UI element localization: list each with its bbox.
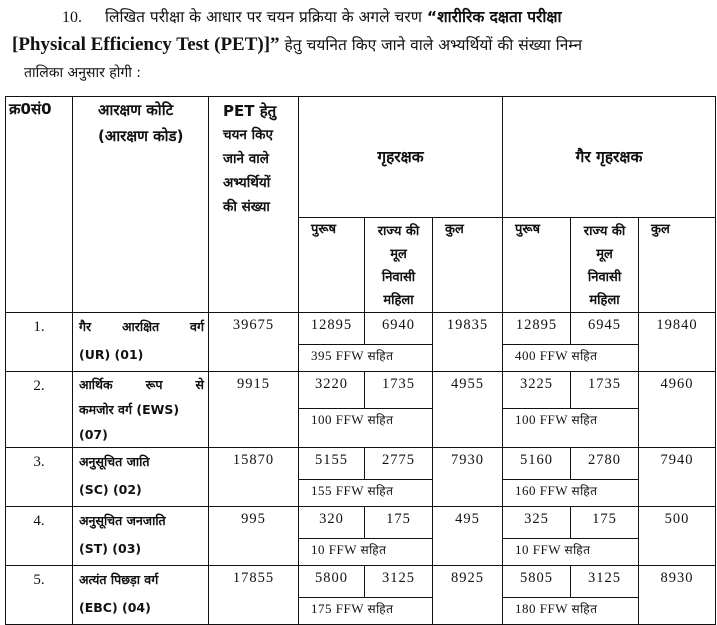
row-nhg-total: 8930 bbox=[639, 566, 716, 625]
intro-line-2 bbox=[12, 31, 712, 59]
row-hg-female: 6940 bbox=[365, 313, 433, 345]
row-hg-total: 4955 bbox=[433, 372, 503, 448]
row-nhg-total: 7940 bbox=[639, 448, 716, 507]
header-nhg-total: कुल bbox=[639, 218, 716, 313]
intro-line-3-text: तालिका अनुसार होगी : bbox=[24, 65, 142, 81]
row-nhg-male: 5805 bbox=[503, 566, 571, 598]
row-nhg-total: 19840 bbox=[639, 313, 716, 372]
header-hg-female: राज्य की मूल निवासी महिला bbox=[365, 218, 433, 313]
row-serial: 5. bbox=[6, 566, 73, 625]
row-pet-count: 39675 bbox=[209, 313, 299, 372]
row-serial: 3. bbox=[6, 448, 73, 507]
row-nhg-male: 12895 bbox=[503, 313, 571, 345]
row-hg-female: 1735 bbox=[365, 372, 433, 409]
header-hg-total: कुल bbox=[433, 218, 503, 313]
row-hg-male: 320 bbox=[299, 507, 365, 539]
row-nhg-total: 4960 bbox=[639, 372, 716, 448]
row-hg-female: 2775 bbox=[365, 448, 433, 480]
header-category: आरक्षण कोटि (आरक्षण कोड) bbox=[73, 97, 209, 313]
row-serial: 2. bbox=[6, 372, 73, 448]
row-nhg-ffw: 180 FFW सहित bbox=[503, 598, 639, 625]
header-hg-male: पुरूष bbox=[299, 218, 365, 313]
header-nhg-male: पुरूष bbox=[503, 218, 571, 313]
header-serial: क्र0सं0 bbox=[6, 97, 73, 313]
row-hg-total: 7930 bbox=[433, 448, 503, 507]
row-hg-ffw: 395 FFW सहित bbox=[299, 345, 433, 372]
header-nhg-female: राज्य की मूल निवासी महिला bbox=[571, 218, 639, 313]
header-non-homeguard: गैर गृहरक्षक bbox=[503, 97, 716, 218]
clause-number: 10. bbox=[62, 9, 82, 26]
row-nhg-male: 325 bbox=[503, 507, 571, 539]
row-hg-ffw: 155 FFW सहित bbox=[299, 480, 433, 507]
row-nhg-female: 175 bbox=[571, 507, 639, 539]
row-pet-count: 995 bbox=[209, 507, 299, 566]
row-hg-ffw: 10 FFW सहित bbox=[299, 539, 433, 566]
row-nhg-female: 2780 bbox=[571, 448, 639, 480]
row-nhg-total: 500 bbox=[639, 507, 716, 566]
row-nhg-male: 3225 bbox=[503, 372, 571, 409]
row-hg-male: 5155 bbox=[299, 448, 365, 480]
intro-line-1 bbox=[12, 4, 712, 31]
intro-line-1-bold: “शारीरिक दक्षता परीक्षा bbox=[426, 8, 562, 26]
row-hg-male: 12895 bbox=[299, 313, 365, 345]
intro-line-3 bbox=[12, 59, 712, 87]
table-row bbox=[6, 372, 716, 409]
row-category: गैर आरक्षित वर्ग (UR) (01) bbox=[73, 313, 209, 372]
row-nhg-ffw: 100 FFW सहित bbox=[503, 409, 639, 448]
row-hg-ffw: 100 FFW सहित bbox=[299, 409, 433, 448]
row-nhg-female: 3125 bbox=[571, 566, 639, 598]
intro-paragraph bbox=[12, 4, 712, 87]
row-category: आर्थिक रूप से कमजोर वर्ग (EWS) (07) bbox=[73, 372, 209, 448]
header-homeguard: गृहरक्षक bbox=[299, 97, 503, 218]
row-nhg-female: 1735 bbox=[571, 372, 639, 409]
row-hg-male: 5800 bbox=[299, 566, 365, 598]
intro-line-2-text: हेतु चयनित किए जाने वाले अभ्यर्थियों की संख्या निम्न bbox=[284, 36, 583, 54]
row-nhg-male: 5160 bbox=[503, 448, 571, 480]
row-hg-male: 3220 bbox=[299, 372, 365, 409]
intro-line-1-text: लिखित परीक्षा के आधार पर चयन प्रक्रिया के अगले चरण bbox=[104, 8, 422, 26]
row-category: अनुसूचित जनजाति (ST) (03) bbox=[73, 507, 209, 566]
row-category: अत्यंत पिछड़ा वर्ग (EBC) (04) bbox=[73, 566, 209, 625]
row-hg-total: 19835 bbox=[433, 313, 503, 372]
row-pet-count: 15870 bbox=[209, 448, 299, 507]
row-category: अनुसूचित जाति (SC) (02) bbox=[73, 448, 209, 507]
row-serial: 4. bbox=[6, 507, 73, 566]
table-row bbox=[6, 507, 716, 539]
row-nhg-ffw: 10 FFW सहित bbox=[503, 539, 639, 566]
table-row bbox=[6, 448, 716, 480]
row-hg-female: 175 bbox=[365, 507, 433, 539]
row-serial: 1. bbox=[6, 313, 73, 372]
row-hg-total: 495 bbox=[433, 507, 503, 566]
row-nhg-female: 6945 bbox=[571, 313, 639, 345]
row-hg-female: 3125 bbox=[365, 566, 433, 598]
pet-selection-table bbox=[5, 96, 716, 625]
row-pet-count: 9915 bbox=[209, 372, 299, 448]
row-nhg-ffw: 400 FFW सहित bbox=[503, 345, 639, 372]
pet-english-title: [Physical Efficiency Test (PET)]” bbox=[12, 34, 280, 55]
header-pet-count: PET हेतु चयन किए जाने वाले अभ्यर्थियों की संख्या bbox=[209, 97, 299, 313]
row-pet-count: 17855 bbox=[209, 566, 299, 625]
row-hg-total: 8925 bbox=[433, 566, 503, 625]
row-nhg-ffw: 160 FFW सहित bbox=[503, 480, 639, 507]
table-row bbox=[6, 566, 716, 598]
table-row bbox=[6, 313, 716, 345]
row-hg-ffw: 175 FFW सहित bbox=[299, 598, 433, 625]
